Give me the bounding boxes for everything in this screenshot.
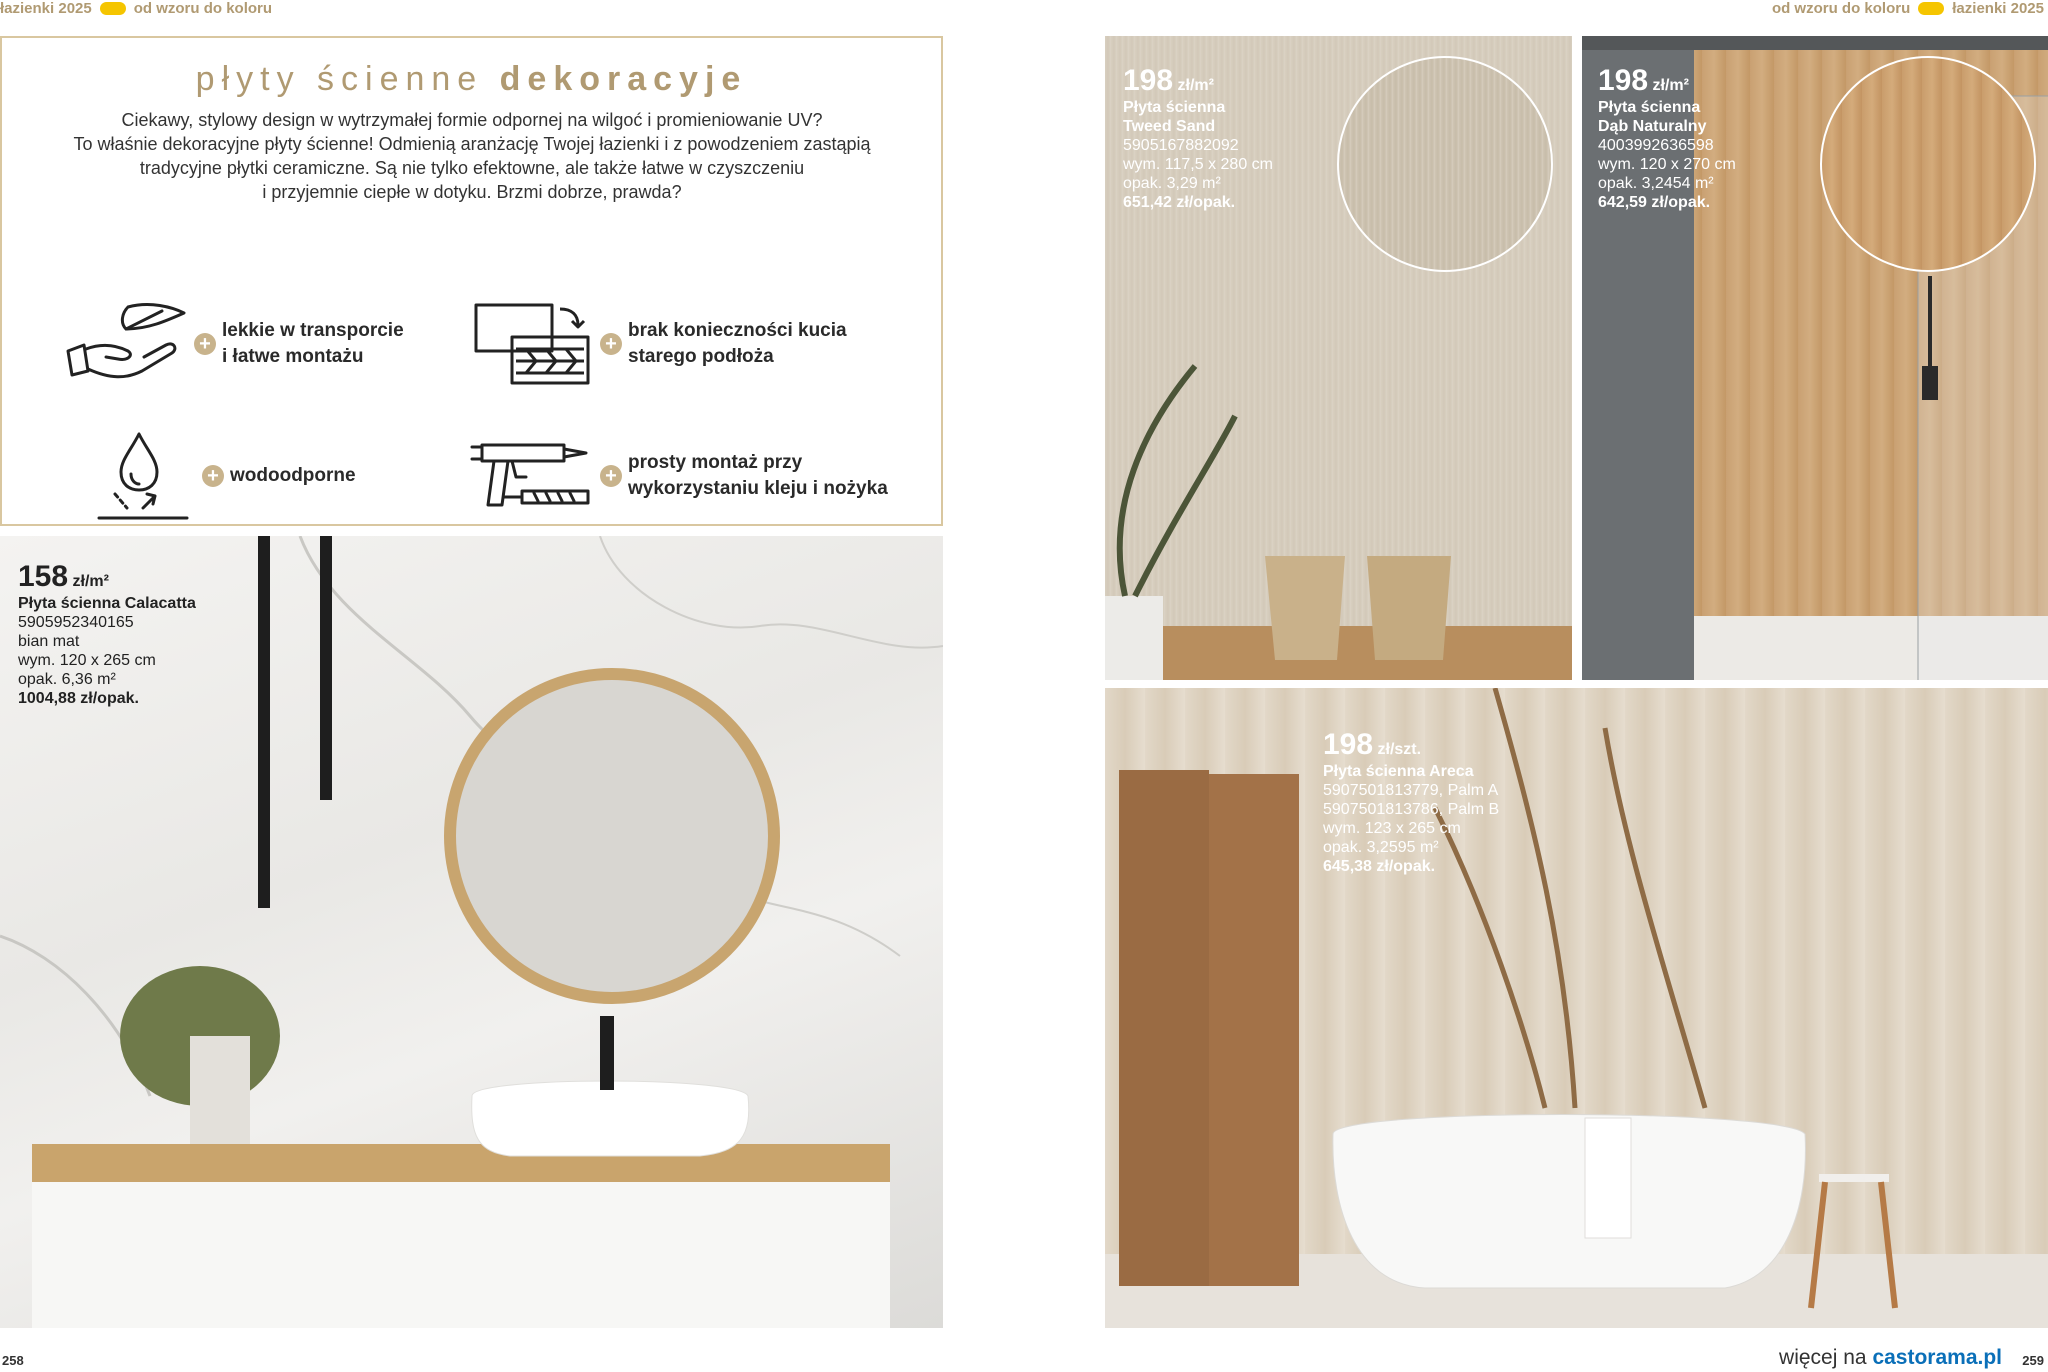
product-pack: opak. 3,2595 m² <box>1323 839 1439 856</box>
product-pack: opak. 3,2454 m² <box>1598 175 1714 192</box>
price: 198 <box>1598 64 1649 97</box>
tile-overlay-icon <box>468 296 596 392</box>
intro-text <box>22 108 922 204</box>
product-dimensions: wym. 117,5 x 280 cm <box>1123 156 1273 173</box>
plus-icon: + <box>194 333 216 355</box>
product-name: Tweed Sand <box>1123 118 1216 135</box>
areca-price-tag <box>1323 728 1499 876</box>
price: 198 <box>1123 64 1174 97</box>
hand-feather-icon <box>62 296 190 392</box>
page-number-left: 258 <box>2 1353 24 1368</box>
product-ean: 4003992636598 <box>1598 137 1714 154</box>
site-link[interactable]: castorama.pl <box>1872 1346 2002 1369</box>
header-left <box>0 0 272 16</box>
tweed-zoom-swatch <box>1337 56 1553 272</box>
header-right <box>1772 0 2044 16</box>
price-unit: zł/m² <box>72 573 109 590</box>
more-link[interactable] <box>1779 1346 2002 1370</box>
water-drop-icon <box>88 428 198 524</box>
product-name: Płyta ścienna Calacatta <box>18 595 196 612</box>
feature-text: lekkie w transporcie i łatwe montażu <box>222 320 404 367</box>
product-ean: 5905167882092 <box>1123 137 1239 154</box>
feature-text: brak konieczności kucia starego podłoża <box>628 320 847 367</box>
calacatta-price-tag <box>18 560 196 708</box>
section-title: od wzoru do koloru <box>1771 0 1911 17</box>
feature-box <box>0 36 943 526</box>
intro-line: To właśnie dekoracyjne płyty ścienne! Odmienią aranżację Twojej łazienki i z powodzeniem zastąpią <box>73 134 871 154</box>
box-title-bold: dekoracyje <box>499 60 748 98</box>
intro-line: tradycyjne płytki ceramiczne. Są nie tylko efektowne, ale także łatwe w czyszczeniu <box>139 158 805 178</box>
more-prefix: więcej na <box>1779 1346 1867 1369</box>
catalog-title: łazienki 2025 <box>0 0 92 17</box>
product-dimensions: wym. 123 x 265 cm <box>1323 820 1461 837</box>
tweed-price-tag <box>1123 64 1273 212</box>
product-name: Płyta ścienna <box>1123 99 1226 116</box>
price-unit: zł/szt. <box>1377 741 1422 758</box>
plus-icon: + <box>600 465 622 487</box>
product-finish: bian mat <box>18 633 80 650</box>
feature-no-chiseling <box>468 296 847 392</box>
feature-easy-install <box>468 428 888 524</box>
plus-icon: + <box>600 333 622 355</box>
page-number-right: 259 <box>2022 1353 2044 1368</box>
product-pack: opak. 3,29 m² <box>1123 175 1221 192</box>
box-title <box>2 60 941 99</box>
feature-text: wodoodporne <box>230 465 356 486</box>
price-unit: zł/m² <box>1652 77 1689 94</box>
yellow-pill-icon <box>1918 2 1944 15</box>
product-dimensions: wym. 120 x 270 cm <box>1598 156 1736 173</box>
product-pack: opak. 6,36 m² <box>18 671 116 688</box>
section-title: od wzoru do koloru <box>133 0 273 17</box>
price: 158 <box>18 560 69 593</box>
feature-waterproof <box>88 428 356 524</box>
glue-gun-icon <box>468 428 596 524</box>
oak-price-tag <box>1598 64 1736 212</box>
pack-price: 1004,88 zł/opak. <box>18 690 139 707</box>
areca-bathroom-photo <box>1105 688 2048 1328</box>
intro-line: Ciekawy, stylowy design w wytrzymałej formie odpornej na wilgoć i promieniowanie UV? <box>121 110 823 130</box>
catalog-title: łazienki 2025 <box>1952 0 2044 17</box>
areca-scene-illustration <box>1105 688 2048 1328</box>
pack-price: 645,38 zł/opak. <box>1323 858 1436 875</box>
oak-zoom-swatch <box>1820 56 2036 272</box>
product-ean: 5907501813786, Palm B <box>1323 801 1500 818</box>
product-ean: 5905952340165 <box>18 614 134 631</box>
product-ean: 5907501813779, Palm A <box>1323 782 1499 799</box>
plus-icon: + <box>202 465 224 487</box>
product-name: Płyta ścienna <box>1598 99 1701 116</box>
product-name: Płyta ścienna Areca <box>1323 763 1474 780</box>
price: 198 <box>1323 728 1374 761</box>
intro-line: i przyjemnie ciepłe w dotyku. Brzmi dobrze, prawda? <box>262 182 682 202</box>
feature-text: prosty montaż przy wykorzystaniu kleju i nożyka <box>628 452 888 499</box>
product-name: Dąb Naturalny <box>1598 118 1707 135</box>
box-title-light: płyty ścienne <box>195 60 484 98</box>
pack-price: 642,59 zł/opak. <box>1598 194 1711 211</box>
price-unit: zł/m² <box>1177 77 1214 94</box>
yellow-pill-icon <box>100 2 126 15</box>
pack-price: 651,42 zł/opak. <box>1123 194 1236 211</box>
product-dimensions: wym. 120 x 265 cm <box>18 652 156 669</box>
feature-light <box>62 296 404 392</box>
